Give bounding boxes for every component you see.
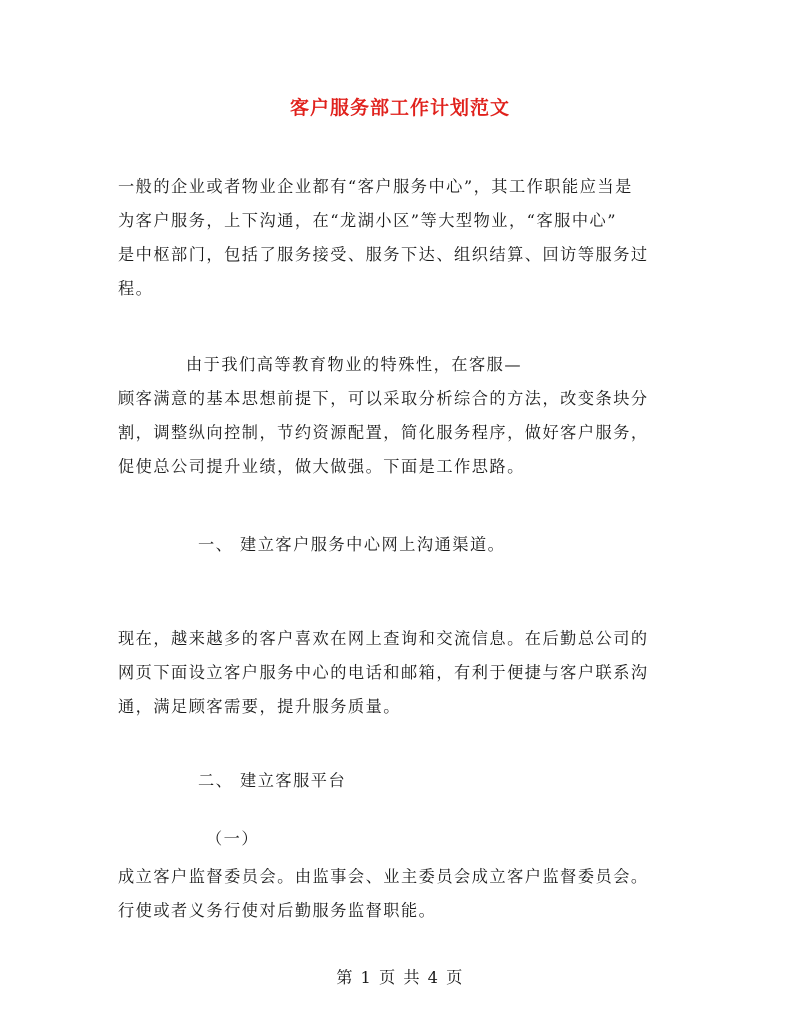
heading-text: 二、 建立客服平台 bbox=[198, 771, 347, 790]
paragraph-line: 促使总公司提升业绩，做大做强。下面是工作思路。 bbox=[118, 457, 525, 476]
paragraph-line: 由于我们高等教育物业的特殊性，在客服— bbox=[186, 355, 523, 374]
page-footer: 第 1 页 共 4 页 bbox=[336, 968, 464, 987]
sub-heading-text: （一） bbox=[206, 829, 260, 848]
paragraph-committee bbox=[118, 860, 684, 928]
document-title: 客户服务部工作计划范文 bbox=[289, 97, 510, 119]
paragraph-line: 割，调整纵向控制，节约资源配置，简化服务程序，做好客户服务， bbox=[118, 423, 649, 442]
paragraph-line: 网页下面设立客户服务中心的电话和邮箱，有利于便捷与客户联系沟 bbox=[118, 663, 649, 682]
paragraph-line: 一般的企业或者物业企业都有“客户服务中心”，其工作职能应当是 bbox=[118, 177, 633, 196]
section-heading-2 bbox=[118, 764, 684, 798]
paragraph-line: 顾客满意的基本思想前提下，可以采取分析综合的方法，改变条块分 bbox=[118, 389, 649, 408]
heading-text: 一、 建立客户服务中心网上沟通渠道。 bbox=[198, 535, 506, 554]
paragraph-line: 成立客户监督委员会。由监事会、业主委员会成立客户监督委员会。 bbox=[118, 867, 649, 886]
sub-heading-1 bbox=[118, 822, 684, 856]
paragraph-online bbox=[118, 622, 684, 724]
paragraph-intro bbox=[118, 170, 684, 306]
paragraph-approach bbox=[118, 348, 684, 484]
paragraph-line: 程。 bbox=[118, 279, 154, 298]
paragraph-line: 通，满足顾客需要，提升服务质量。 bbox=[118, 697, 401, 716]
section-heading-1 bbox=[118, 528, 684, 562]
paragraph-line: 是中枢部门，包括了服务接受、服务下达、组织结算、回访等服务过 bbox=[118, 245, 649, 264]
paragraph-line: 为客户服务，上下沟通，在“龙湖小区”等大型物业，“客服中心” bbox=[118, 211, 617, 230]
paragraph-line: 行使或者义务行使对后勤服务监督职能。 bbox=[118, 901, 437, 920]
paragraph-line: 现在，越来越多的客户喜欢在网上查询和交流信息。在后勤总公司的 bbox=[118, 629, 649, 648]
